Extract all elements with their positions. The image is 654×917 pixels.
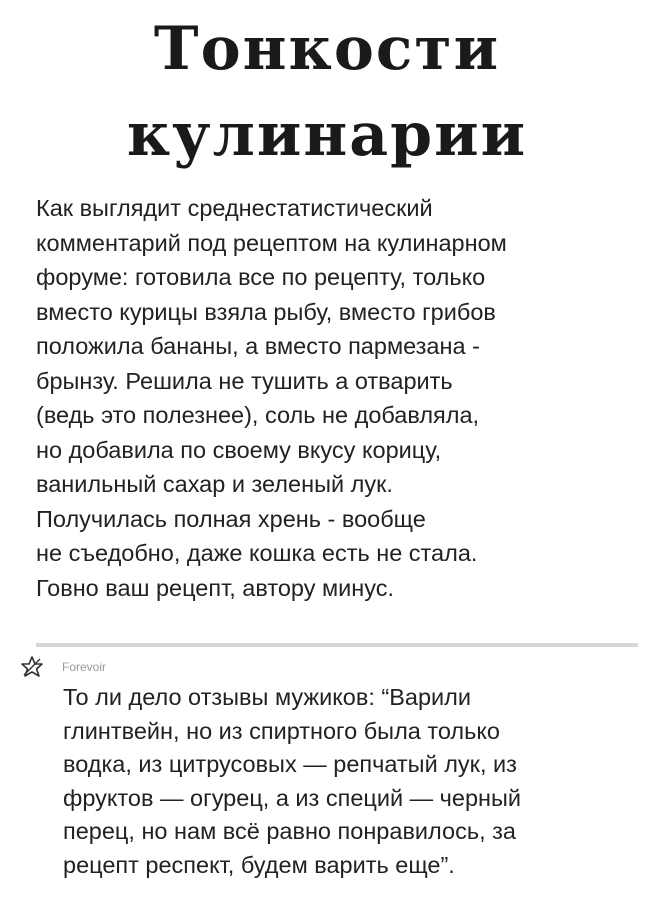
title-line-1: Тонкости (153, 14, 501, 84)
post-line: Получилась полная хрень - вообще (36, 505, 426, 532)
post-line: но добавила по своему вкусу корицу, (36, 436, 442, 463)
comment-divider (36, 643, 638, 647)
comment-line: То ли дело отзывы мужиков: “Варили (63, 684, 471, 710)
post-line: форуме: готовила все по рецепту, только (36, 264, 486, 290)
post-line: Говно ваш рецепт, автору минус. (36, 574, 395, 601)
pentagram-icon (20, 655, 44, 679)
comment-text (63, 681, 638, 882)
post-line: ванильный сахар и зеленый лук. (36, 471, 393, 497)
comment-header (20, 654, 106, 680)
post-line: не съедобно, даже кошка есть не стала. (36, 540, 478, 566)
post-line: положила бананы, а вместо пармезана - (36, 333, 480, 359)
post-text (36, 191, 636, 605)
comment-line: перец, но нам всё равно понравилось, за (63, 818, 516, 844)
comment-author[interactable]: Forevoir (62, 660, 107, 674)
comment-line: рецепт респект, будем варить еще”. (63, 851, 455, 878)
post-line: Как выглядит среднестатистический (36, 195, 433, 221)
post-line: вместо курицы взяла рыбу, вместо грибов (36, 298, 496, 325)
comment-line: глинтвейн, но из спиртного была только (63, 717, 500, 744)
page-title (0, 6, 654, 178)
title-line-2: кулинарии (126, 100, 528, 170)
post-line: комментарий под рецептом на кулинарном (36, 229, 507, 256)
post-line: (ведь это полезнее), соль не добавляла, (36, 402, 480, 428)
post-line: брынзу. Решила не тушить а отварить (36, 367, 453, 394)
comment-line: фруктов — огурец, а из специй — черный (63, 784, 522, 811)
comment-line: водка, из цитрусовых — репчатый лук, из (63, 751, 517, 777)
